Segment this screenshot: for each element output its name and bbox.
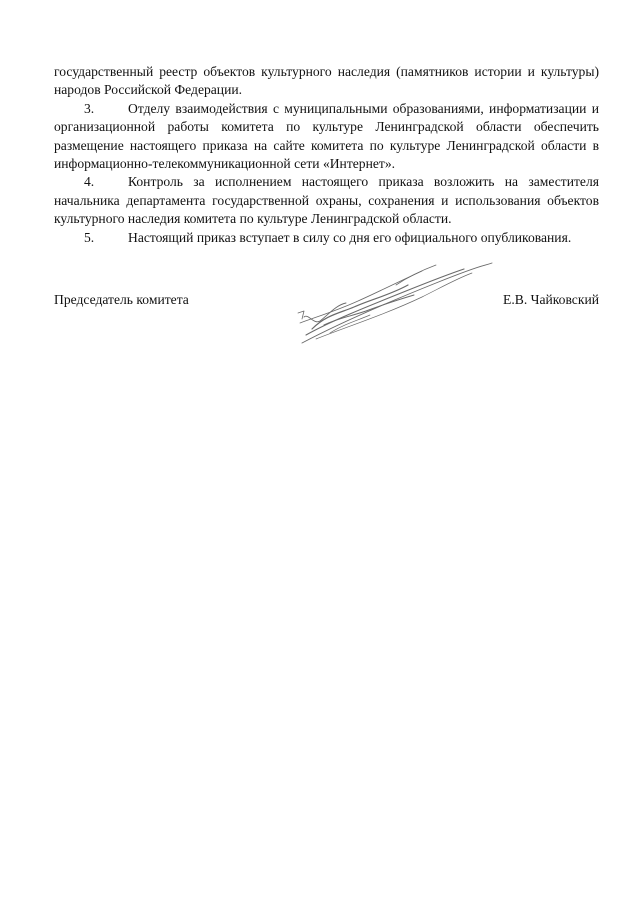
signatory-title: Председатель комитета [54,292,189,307]
paragraph-number: 5. [84,229,95,245]
paragraph-text: Настоящий приказ вступает в силу со дня его официального опубликования. [128,229,572,245]
handwritten-signature [296,255,496,350]
paragraph-item-3 [54,100,599,174]
signatory-name: Е.В. Чайковский [503,292,599,307]
paragraph-number: 3. [84,100,95,116]
paragraph-text: государственный реестр объектов культурного наследия (памятников истории и культуры) народов Российской Федерации. [54,64,599,98]
paragraph-continuation [54,63,599,100]
paragraph-text: Контроль за исполнением настоящего приказа возложить на заместителя начальника департамента государственной охраны, сохранения и использования объектов культурного наследия комитета по культуре Ленинградской области. [54,174,599,227]
paragraph-number: 4. [84,174,95,190]
document-body [54,63,599,247]
paragraph-item-5 [54,229,599,247]
paragraph-item-4 [54,173,599,228]
paragraph-text: Отделу взаимодействия с муниципальными образованиями, информатизации и организационной работы комитета по культуре Ленинградской области обеспечить размещение настоящего приказа на сайте комитета по культуре Ленинградской области в информационно-телекоммуникационной сети «Интернет». [54,100,599,172]
